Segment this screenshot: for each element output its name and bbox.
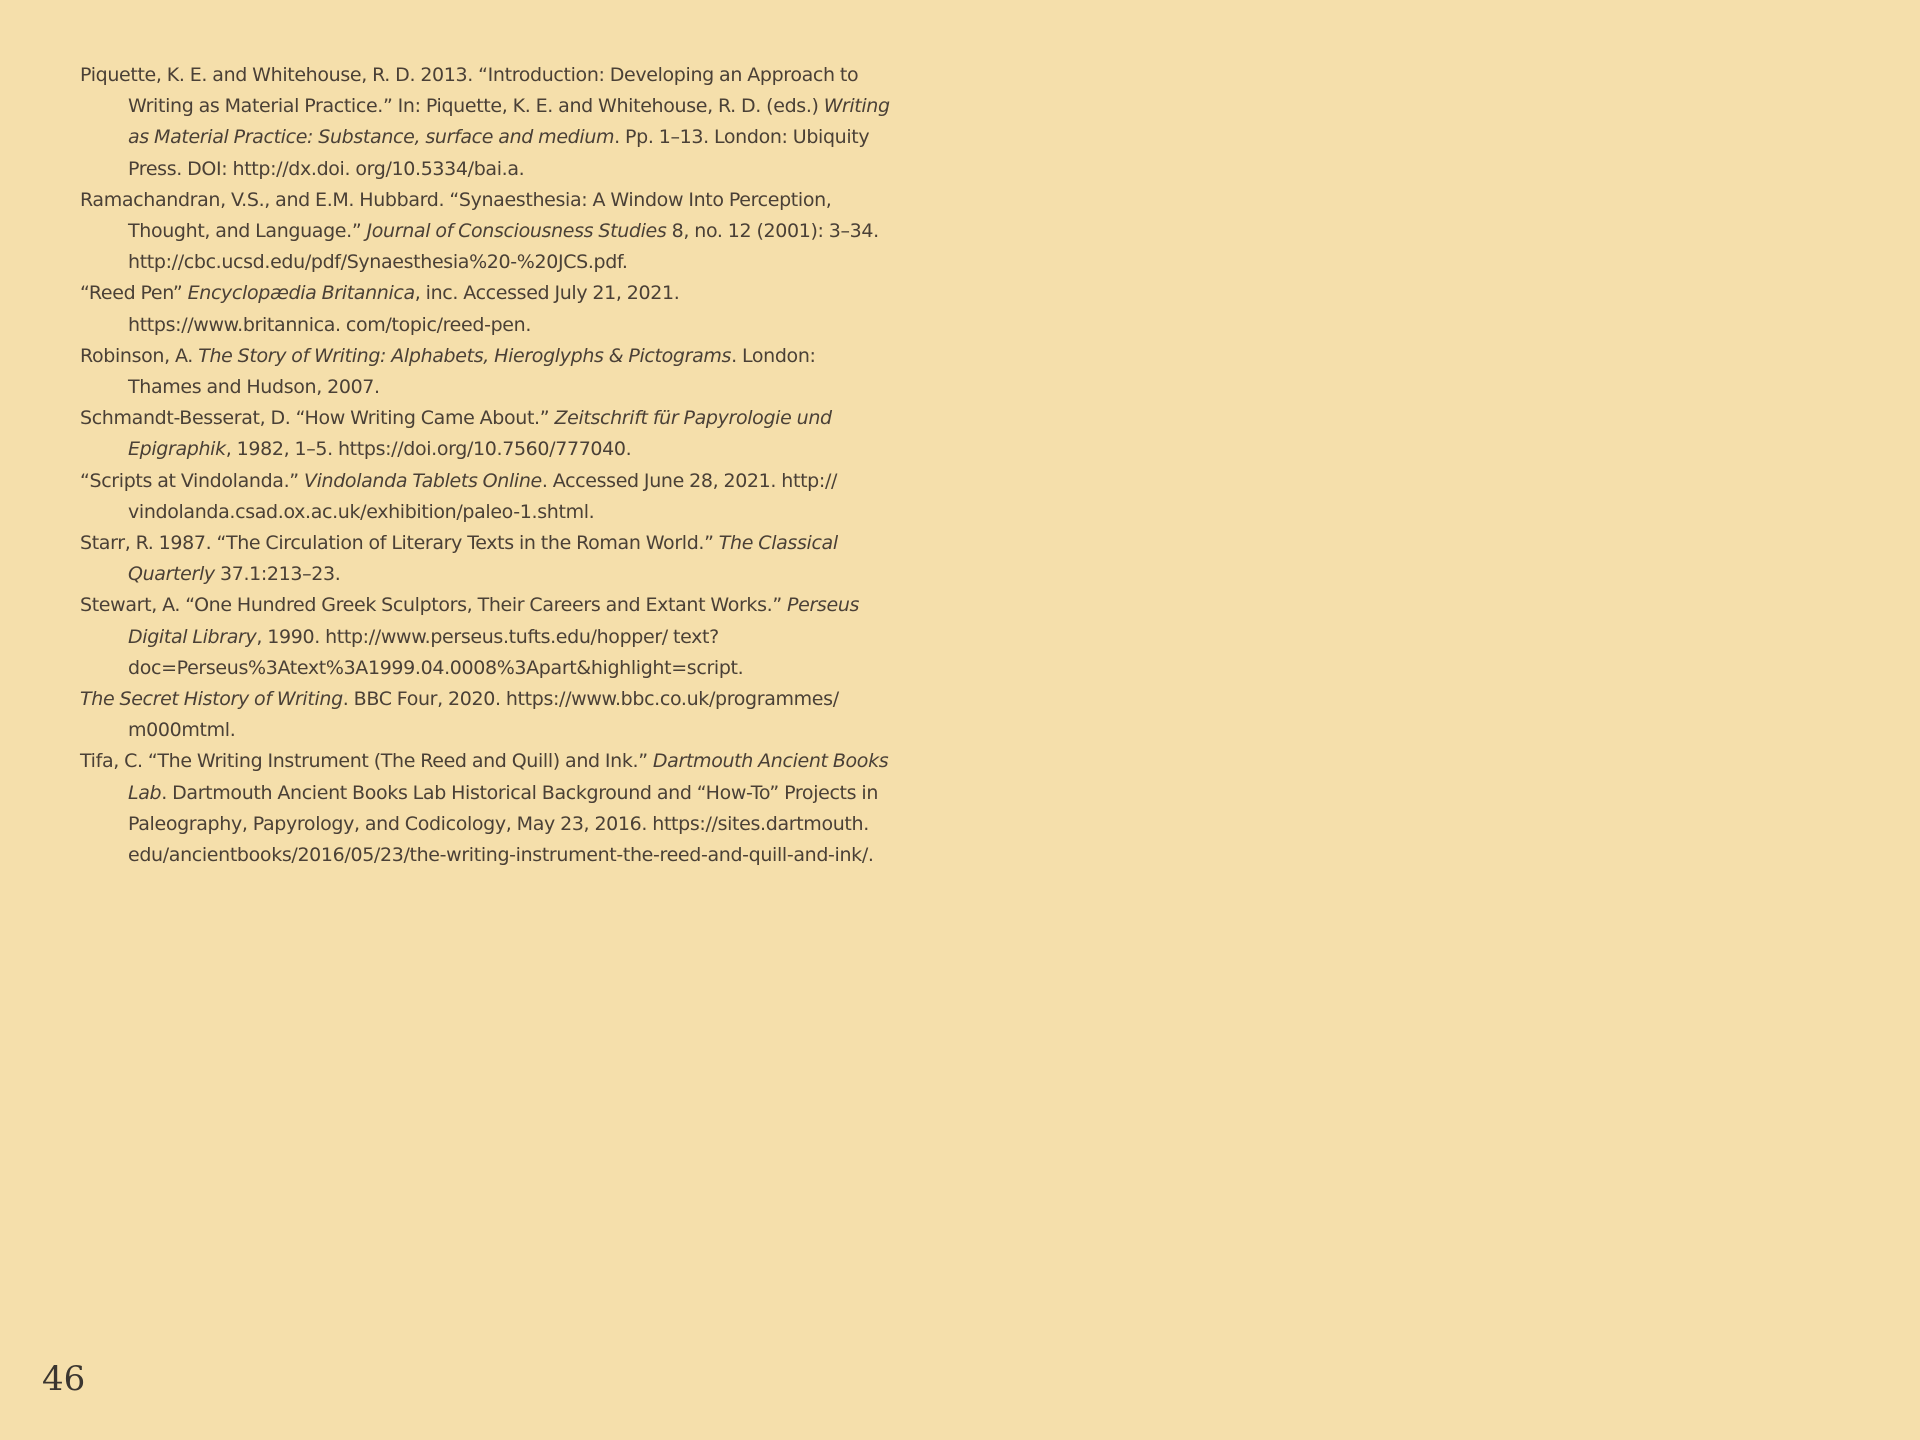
entry-title: The Story of Writing: Alphabets, Hieroglyphs & Pictograms xyxy=(198,344,732,367)
bibliography-entry-schmandt-besserat xyxy=(80,403,890,465)
entry-title: The Classical Quarterly xyxy=(128,532,838,586)
entry-text: Piquette, K. E. and Whitehouse, R. D. 2013. “Introduction: Developing an Approach to Writing as Material Practice.” In: Piquette, K. E. and Whitehouse, R. D. (eds.) xyxy=(80,64,859,118)
entry-text: “Reed Pen” xyxy=(80,282,188,305)
entry-text: Ramachandran, V.S., and E.M. Hubbard. “Synaesthesia: A Window Into Perception, Thought, and Language.” xyxy=(80,188,832,243)
bibliography-entry-secret-history xyxy=(80,684,890,746)
entry-text: “Scripts at Vindolanda.” xyxy=(80,469,304,492)
entry-text: Robinson, A. xyxy=(80,344,199,367)
entry-title: Encyclopædia Britannica xyxy=(187,282,415,305)
entry-title: Journal of Consciousness Studies xyxy=(366,220,667,243)
bibliography-list xyxy=(80,60,890,871)
entry-text: . Pp. 1–13. London: Ubiquity Press. DOI: http://dx.doi. org/10.5334/bai.a. xyxy=(128,126,870,180)
bibliography-entry-stewart xyxy=(80,590,890,684)
entry-title: Vindolanda Tablets Online xyxy=(303,469,542,492)
entry-title: Perseus Digital Library xyxy=(128,594,860,648)
entry-title: The Secret History of Writing xyxy=(80,688,343,711)
bibliography-entry-piquette xyxy=(80,60,890,185)
bibliography-entry-vindolanda xyxy=(80,466,890,528)
bibliography-entry-starr xyxy=(80,528,890,590)
entry-title: Dartmouth Ancient Books Lab xyxy=(128,750,889,804)
entry-text: Starr, R. 1987. “The Circulation of Literary Texts in the Roman World.” xyxy=(80,532,719,555)
entry-text: , 1990. http://www.perseus.tufts.edu/hopper/ text?doc=Perseus%3Atext%3A1999.04.0008%3Apart&highlight=script. xyxy=(128,625,744,679)
entry-text: Tifa, C. “The Writing Instrument (The Reed and Quill) and Ink.” xyxy=(80,750,653,773)
page-number: 46 xyxy=(42,1359,86,1399)
entry-text: Schmandt-Besserat, D. “How Writing Came About.” xyxy=(80,407,555,430)
entry-text: . Dartmouth Ancient Books Lab Historical Background and “How-To” Projects in Paleography, Papyrology, and Codicology, May 23, 2016. https://sites.dartmouth. edu/ancientbooks/2016/05/23/the-writing-instrument-the-reed-and-quill-and-ink/. xyxy=(128,781,879,867)
entry-text: . Accessed June 28, 2021. http:// vindolanda.csad.ox.ac.uk/exhibition/paleo-1.shtml. xyxy=(128,469,838,523)
entry-text: 37.1:213–23. xyxy=(214,563,341,586)
entry-text: . BBC Four, 2020. https://www.bbc.co.uk/programmes/ m000mtml. xyxy=(128,688,839,742)
bibliography-entry-ramachandran xyxy=(80,185,890,279)
bibliography-entry-reed-pen xyxy=(80,278,890,340)
entry-title: Writing as Material Practice: Substance, surface and medium xyxy=(128,95,890,149)
entry-text: , 1982, 1–5. https://doi.org/10.7560/777040. xyxy=(225,438,632,461)
entry-text: 8, no. 12 (2001): 3–34. http://cbc.ucsd.edu/pdf/Synaesthesia%20-%20JCS.pdf. xyxy=(128,220,879,274)
entry-text: Stewart, A. “One Hundred Greek Sculptors, Their Careers and Extant Works.” xyxy=(80,594,788,617)
entry-text: , inc. Accessed July 21, 2021. https://www.britannica. com/topic/reed-pen. xyxy=(128,282,680,336)
bibliography-entry-robinson xyxy=(80,341,890,403)
entry-text: . London: Thames and Hudson, 2007. xyxy=(128,344,816,399)
entry-title: Zeitschrift für Papyrologie und Epigraphik xyxy=(128,407,832,461)
bibliography-entry-tifa xyxy=(80,746,890,871)
